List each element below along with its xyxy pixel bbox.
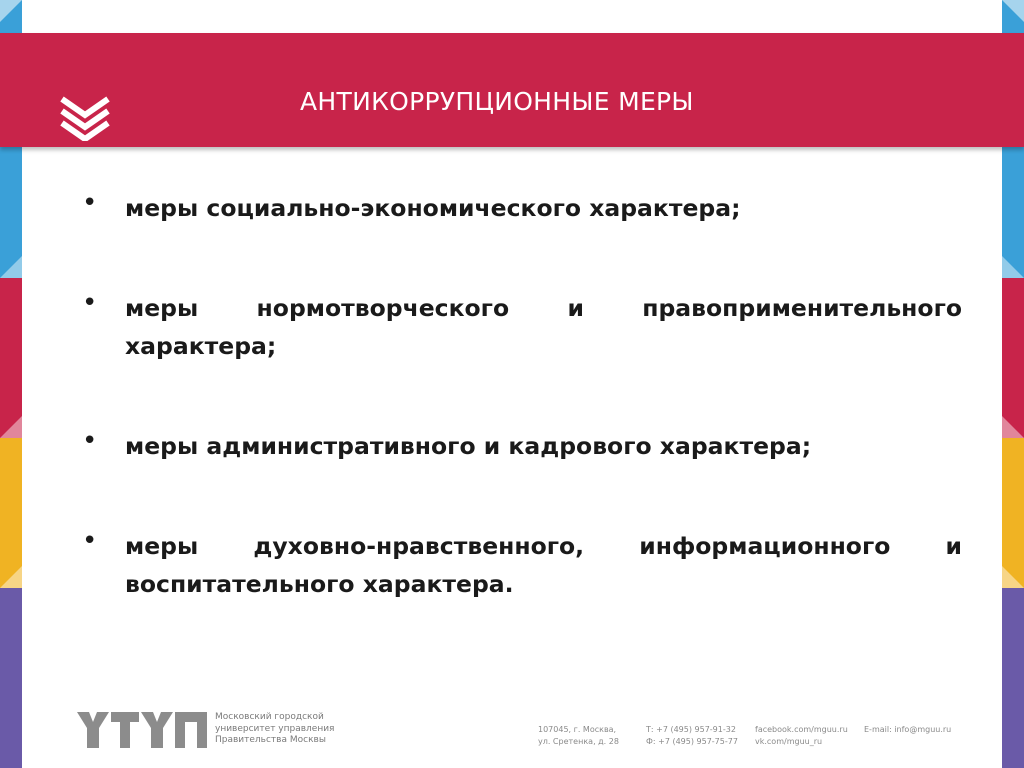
- vk-link[interactable]: vk.com/mguu_ru: [755, 737, 823, 746]
- bullet-text: меры социально-экономического характера;: [125, 194, 741, 222]
- bullet-marker: •: [82, 188, 98, 218]
- footer-email: [864, 724, 951, 736]
- bullet-text: меры духовно-нравственного, информационного и воспитательного характера.: [125, 532, 962, 598]
- university-logo: [77, 712, 207, 748]
- header-band: [0, 33, 1024, 147]
- fax-line: Ф: +7 (495) 957-75-77: [646, 737, 738, 746]
- address-line: ул. Сретенка, д. 28: [538, 737, 619, 746]
- footer-address: [538, 724, 619, 748]
- university-name: [215, 712, 355, 747]
- slide-title: АНТИКОРРУПЦИОННЫЕ МЕРЫ: [300, 87, 694, 116]
- address-line: 107045, г. Москва,: [538, 725, 617, 734]
- bullet-text: меры нормотворческого и правоприменительного характера;: [125, 294, 962, 360]
- bullet-marker: •: [82, 426, 98, 456]
- bullet-marker: •: [82, 526, 98, 556]
- university-name-line: университет управления: [215, 723, 335, 734]
- bullet-marker: •: [82, 288, 98, 318]
- bullet-text: меры административного и кадрового характера;: [125, 432, 812, 460]
- triple-chevron-down-icon: [58, 95, 112, 141]
- footer-phones: [646, 724, 738, 748]
- phone-line: Т: +7 (495) 957-91-32: [646, 725, 736, 734]
- university-name-line: Московский городской: [215, 712, 324, 722]
- email-link[interactable]: E-mail: info@mguu.ru: [864, 725, 952, 734]
- footer-social: [755, 724, 848, 748]
- facebook-link[interactable]: facebook.com/mguu.ru: [755, 725, 848, 734]
- university-name-line: Правительства Москвы: [215, 735, 326, 745]
